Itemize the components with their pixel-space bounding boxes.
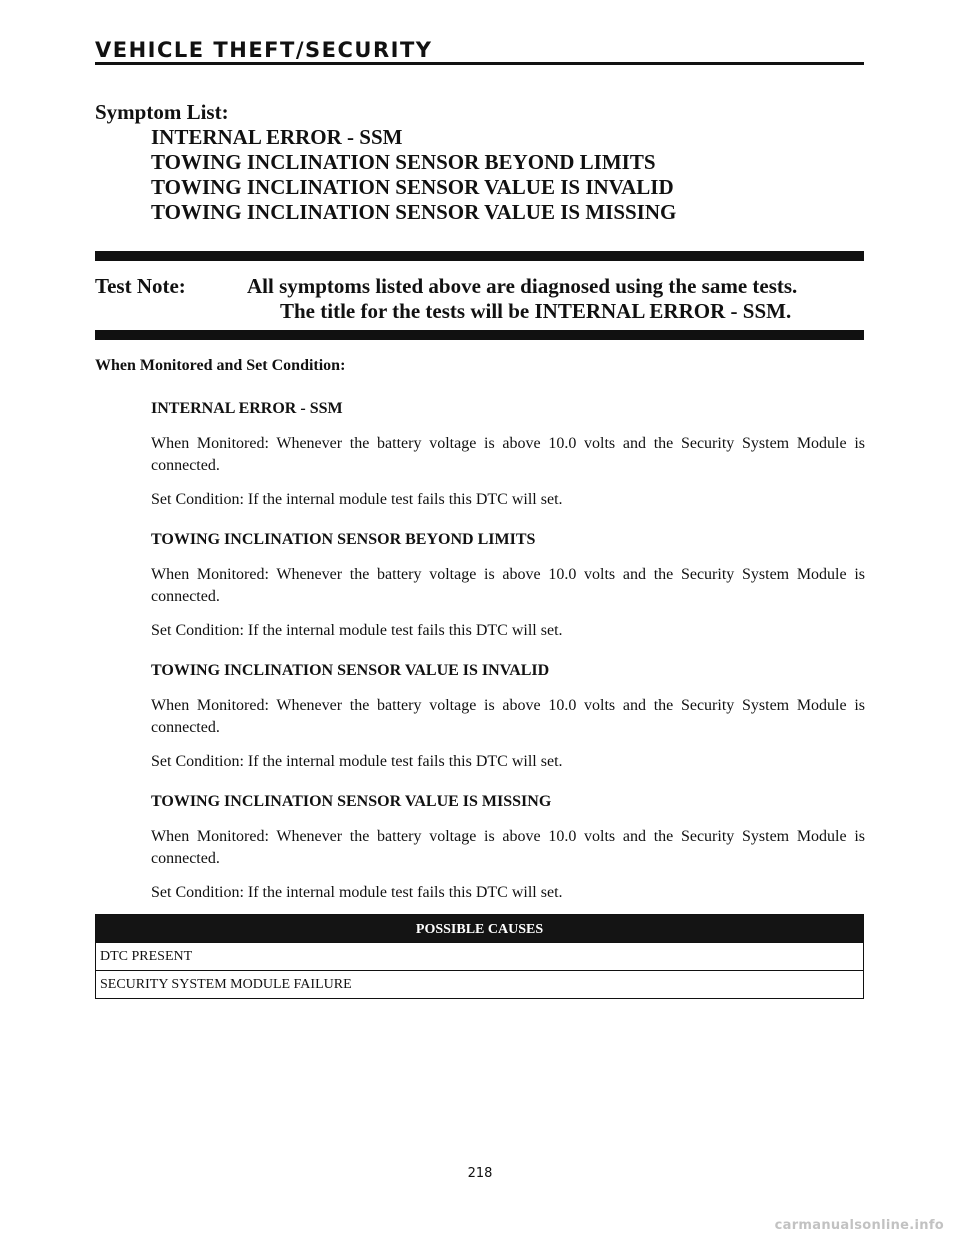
monitored-heading: When Monitored and Set Condition: (95, 357, 346, 374)
symptom-list-label: Symptom List: (95, 100, 229, 124)
symptom-item: INTERNAL ERROR - SSM (151, 125, 403, 149)
condition-set: Set Condition: If the internal module test fails this DTC will set. (151, 884, 563, 901)
test-note-line: All symptoms listed above are diagnosed using the same tests. (247, 274, 798, 298)
possible-causes-table (95, 914, 864, 999)
test-note (95, 274, 864, 324)
section-title: VEHICLE THEFT/SECURITY (95, 38, 433, 62)
condition-when-monitored: When Monitored: Whenever the battery voltage is above 10.0 volts and the Security System Module is connected. (151, 828, 865, 867)
condition-when-monitored: When Monitored: Whenever the battery voltage is above 10.0 volts and the Security System Module is connected. (151, 566, 865, 605)
test-note-label: Test Note: (95, 274, 186, 298)
divider-rule-bottom (95, 330, 864, 340)
title-rule (95, 62, 864, 65)
symptom-list (95, 100, 676, 225)
test-note-body (247, 274, 864, 324)
condition-title: INTERNAL ERROR - SSM (151, 400, 343, 417)
symptom-item: TOWING INCLINATION SENSOR BEYOND LIMITS (151, 150, 656, 174)
divider-rule-top (95, 251, 864, 261)
page-number: 218 (467, 1166, 493, 1181)
condition-block (151, 398, 865, 511)
condition-when-monitored: When Monitored: Whenever the battery voltage is above 10.0 volts and the Security System Module is connected. (151, 435, 865, 474)
symptom-items (151, 125, 676, 225)
symptom-item: TOWING INCLINATION SENSOR VALUE IS INVALID (151, 175, 674, 199)
possible-causes-header: POSSIBLE CAUSES (96, 915, 863, 942)
symptom-item: TOWING INCLINATION SENSOR VALUE IS MISSING (151, 200, 677, 224)
watermark: carmanualsonline.info (774, 1218, 944, 1233)
conditions-list (151, 398, 865, 922)
possible-cause-row: SECURITY SYSTEM MODULE FAILURE (96, 970, 863, 998)
condition-title: TOWING INCLINATION SENSOR VALUE IS INVALID (151, 662, 550, 679)
condition-set: Set Condition: If the internal module test fails this DTC will set. (151, 753, 563, 770)
possible-cause-row: DTC PRESENT (96, 942, 863, 970)
test-note-line: The title for the tests will be INTERNAL ERROR - SSM. (280, 299, 792, 323)
condition-when-monitored: When Monitored: Whenever the battery voltage is above 10.0 volts and the Security System Module is connected. (151, 697, 865, 736)
condition-set: Set Condition: If the internal module test fails this DTC will set. (151, 622, 563, 639)
condition-block (151, 791, 865, 904)
condition-block (151, 529, 865, 642)
condition-block (151, 660, 865, 773)
condition-title: TOWING INCLINATION SENSOR BEYOND LIMITS (151, 531, 536, 548)
condition-title: TOWING INCLINATION SENSOR VALUE IS MISSING (151, 793, 552, 810)
condition-set: Set Condition: If the internal module test fails this DTC will set. (151, 491, 563, 508)
